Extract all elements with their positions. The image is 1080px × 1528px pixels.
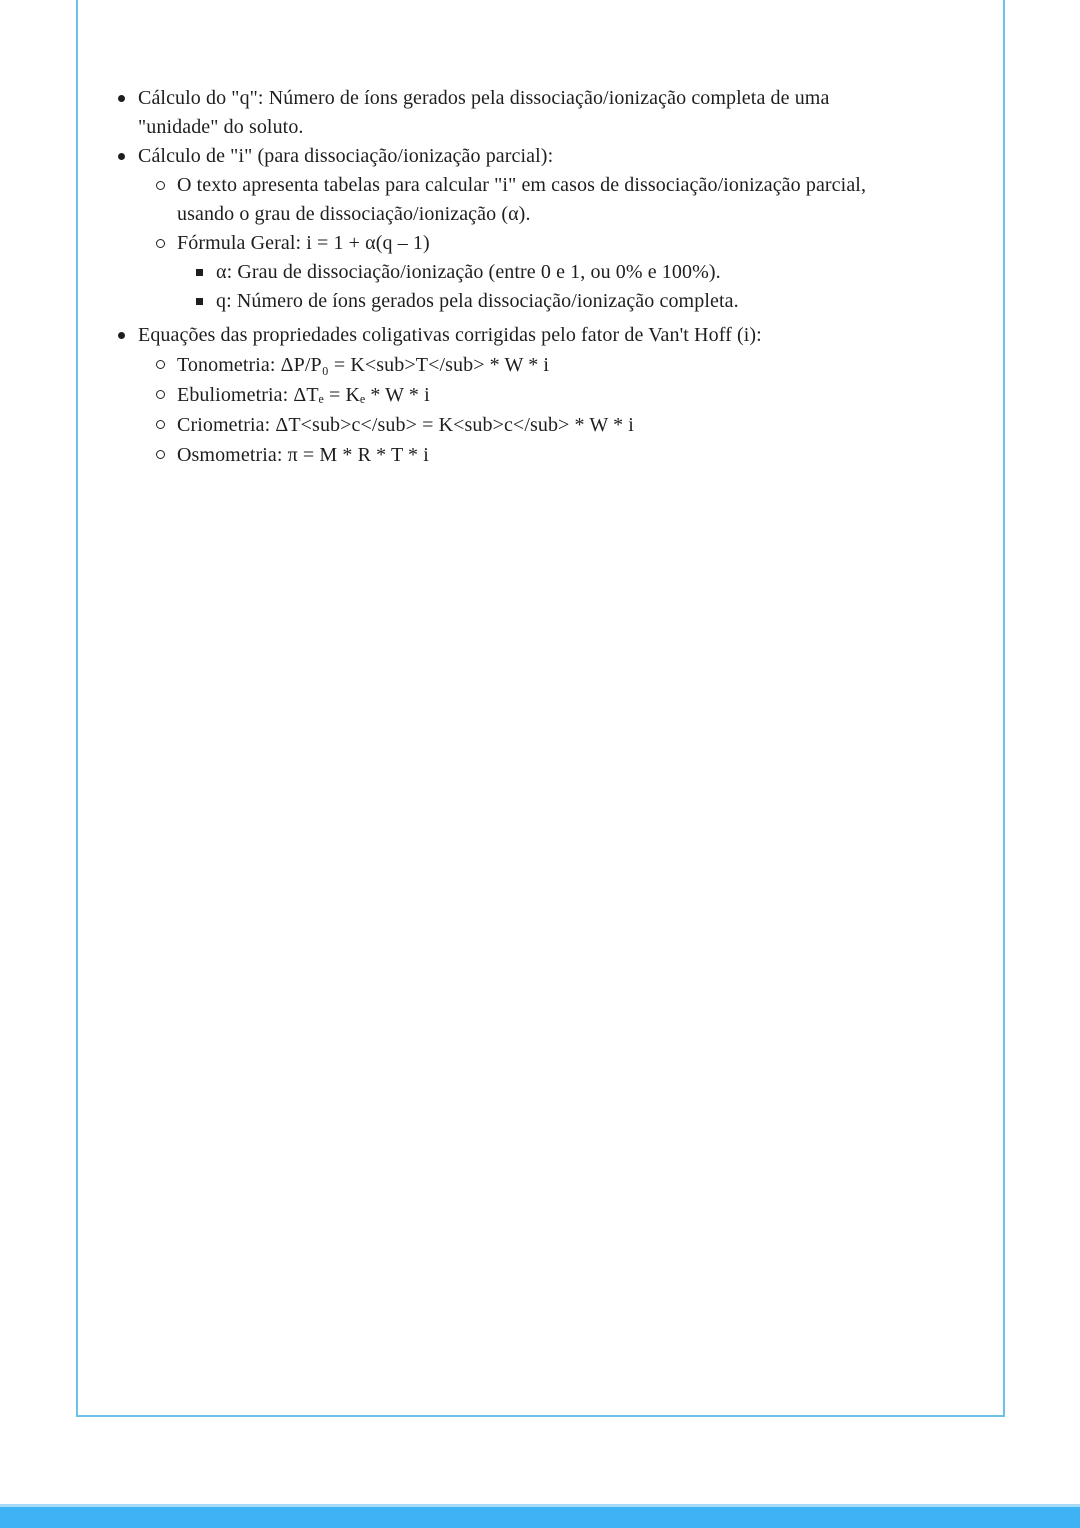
list-item-text (177, 229, 1005, 258)
disc-bullet-marker (118, 332, 125, 339)
text-line: Equações das propriedades coligativas corrigidas pelo fator de Van't Hoff (i): (138, 324, 762, 346)
list-item-text (177, 440, 1005, 470)
bottom-accent-bar (0, 1504, 1080, 1528)
text-line: usando o grau de dissociação/ionização (α). (177, 203, 531, 225)
list-item (76, 410, 1005, 440)
text-line: Cálculo de "i" (para dissociação/ionização parcial): (138, 145, 554, 167)
text-line: Cálculo do "q": Número de íons gerados pela dissociação/ionização completa de uma (138, 87, 830, 109)
text-line: O texto apresenta tabelas para calcular "i" em casos de dissociação/ionização parcial, (177, 174, 867, 196)
list-item-text (177, 350, 1005, 380)
list-item-text (177, 410, 1005, 440)
disc-bullet-marker (118, 95, 125, 102)
list-item (76, 380, 1005, 410)
text-line: Fórmula Geral: i = 1 + α(q – 1) (177, 232, 430, 254)
list-item (76, 142, 1005, 171)
list-item-text (216, 287, 1005, 316)
text-line: Osmometria: π = M * R * T * i (177, 444, 429, 466)
list-item-text (177, 380, 1005, 410)
circle-bullet-marker (156, 360, 165, 369)
list-item (76, 287, 1005, 316)
text-line: Criometria: ΔT<sub>c</sub> = K<sub>c</sub> * W * i (177, 414, 634, 436)
list-item (76, 350, 1005, 380)
circle-bullet-marker (156, 239, 165, 248)
circle-bullet-marker (156, 450, 165, 459)
list-item-text (138, 142, 1005, 171)
circle-bullet-marker (156, 420, 165, 429)
list-item (76, 171, 1005, 229)
square-bullet-marker (196, 298, 203, 305)
text-line: "unidade" do soluto. (138, 116, 304, 138)
list-item (76, 258, 1005, 287)
text-line: α: Grau de dissociação/ionização (entre 0 e 1, ou 0% e 100%). (216, 261, 721, 283)
list-item (76, 84, 1005, 142)
square-bullet-marker (196, 269, 203, 276)
list-item-text (177, 171, 1005, 229)
text-line: Ebuliometria: ΔTₑ = Kₑ * W * i (177, 384, 430, 406)
list-item-text (138, 321, 1005, 350)
circle-bullet-marker (156, 390, 165, 399)
disc-bullet-marker (118, 153, 125, 160)
list-item (76, 440, 1005, 470)
list-item-text (138, 84, 1005, 142)
list-item (76, 321, 1005, 350)
list-item-text (216, 258, 1005, 287)
text-line: q: Número de íons gerados pela dissociação/ionização completa. (216, 290, 739, 312)
text-line: Tonometria: ΔP/P₀ = K<sub>T</sub> * W * i (177, 354, 550, 376)
list-item (76, 229, 1005, 258)
circle-bullet-marker (156, 181, 165, 190)
document-content (76, 84, 1005, 470)
